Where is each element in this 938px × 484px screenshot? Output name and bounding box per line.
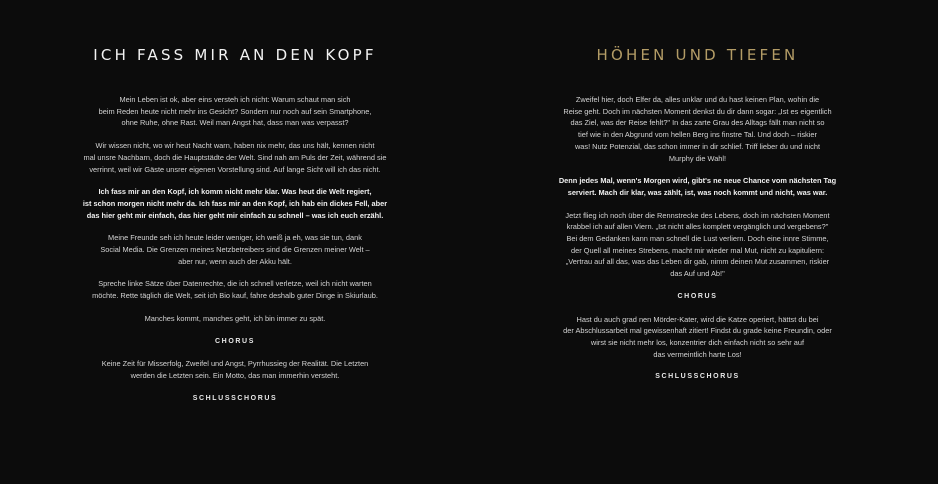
lyric-line: Keine Zeit für Misserfolg, Zweifel und Angst, Pyrrhussieg der Realität. Die Letzten (101, 359, 369, 369)
verse-stanza (60, 94, 410, 129)
lyric-line: „Vertrau auf all das, was das Leben dir gab, nimm deinen Mut zusammen, riskier (565, 257, 830, 267)
lyric-line: werden die Letzten sein. Ein Motto, das man immerhin versteht. (130, 370, 340, 380)
lyric-line: Manches kommt, manches geht, ich bin immer zu spät. (144, 313, 326, 323)
lyric-line: tief wie in den Abgrund vom hellen Berg ins finstre Tal. Und doch – riskier (578, 130, 817, 140)
lyric-line: CHORUS (677, 292, 718, 300)
lyric-line: Ich fass mir an den Kopf, ich komm nicht mehr klar. Was heut die Welt regiert, (98, 187, 372, 197)
verse-stanza (60, 313, 410, 325)
left-song-body (60, 94, 410, 415)
lyric-line: der Abschlussarbeit mal gewissenhaft zitiert! Findst du grade keine Freundin, oder (563, 326, 832, 336)
section-label (60, 336, 410, 348)
lyric-line: serviert. Mach dir klar, was zählt, ist, was noch kommt und nicht, was war. (567, 187, 828, 197)
lyric-line: ist schon morgen nicht mehr da. Ich fass mir an den Kopf, ich hab ein dickes Fell, aber (82, 198, 388, 208)
lyric-line: der Quell all meines Strebens, macht mir wieder mal Mut, nicht zu kapituliern: (570, 245, 825, 255)
lyric-line: CHORUS (215, 337, 255, 345)
verse-stanza (60, 278, 410, 301)
verse-stanza (60, 140, 410, 175)
verse-stanza (535, 314, 860, 361)
lyric-line: das Auf und Ab!" (670, 269, 725, 279)
lyric-line: Murphy die Wahl! (668, 153, 727, 163)
right-song-title: HÖHEN UND TIEFEN (596, 46, 799, 64)
refrain-stanza (60, 186, 410, 221)
lyric-line: Denn jedes Mal, wenn's Morgen wird, gibt's ne neue Chance vom nächsten Tag (558, 176, 837, 186)
verse-stanza (60, 358, 410, 381)
lyric-line: aber nur, wenn auch der Akku hält. (178, 256, 292, 266)
lyric-line: Hast du auch grad nen Mörder-Kater, wird die Katze operiert, hättst du bei (576, 314, 819, 324)
lyric-line: Reise geht. Doch im nächsten Moment denkst du dir dann sogar: „Ist es eigentlich (563, 106, 832, 116)
lyric-line: das hier geht mir einfach, das hier geht mir einfach zu schnell – was ich euch erzähl. (86, 210, 384, 220)
lyric-line: krabbel ich auf allen Viern. „Ist nicht alles komplett vergänglich und vergebens?" (566, 222, 829, 232)
lyric-line: SCHLUSSCHORUS (192, 394, 278, 402)
section-label (60, 393, 410, 405)
lyric-line: SCHLUSSCHORUS (655, 373, 740, 381)
verse-stanza (60, 232, 410, 267)
verse-stanza (535, 94, 860, 164)
lyric-line: Meine Freunde seh ich heute leider weniger, ich weiß ja eh, was sie tun, dank (108, 233, 362, 243)
lyric-line: Bei dem Gedanken kann man schnell die Lust verliern. Doch eine innre Stimme, (566, 234, 829, 244)
lyric-line: Zweifel hier, doch Elfer da, alles unklar und du hast keinen Plan, wohin die (575, 95, 820, 104)
lyric-line: Mein Leben ist ok, aber eins versteh ich nicht: Warum schaut man sich (119, 95, 351, 104)
lyric-line: Jetzt flieg ich noch über die Rennstrecke des Lebens, doch im nächsten Moment (565, 210, 830, 220)
lyric-line: verrinnt, weil wir Gäste unsrer eigenen Vorstellung sind. Auf lange Sicht will ich das nicht. (89, 164, 381, 174)
lyric-line: Social Media. Die Grenzen meines Netzbetreibers sind die Grenzen meiner Welt – (100, 245, 370, 255)
verse-stanza (535, 210, 860, 280)
section-label (535, 371, 860, 383)
lyric-line: möchte. Rette täglich die Welt, seit ich Bio kauf, fahre deshalb guter Dinge in Skiurlaub. (92, 291, 378, 301)
lyric-line: mal unsre Nachbarn, doch die Hauptstädte der Welt. Sind nah am Puls der Zeit, während sie (83, 152, 387, 162)
lyric-line: das vermeintlich harte Los! (653, 349, 742, 359)
lyric-line: das Ziel, was der Reise fehlt?" In das zarte Grau des Alltags fällt man nicht so (570, 118, 825, 128)
refrain-stanza (535, 175, 860, 198)
lyric-line: Wir wissen nicht, wo wir heut Nacht warn, haben nix mehr, das uns hält, kennen nicht (95, 141, 375, 151)
right-song-body (535, 94, 860, 394)
lyric-line: Spreche linke Sätze über Datenrechte, die ich schnell verletze, weil ich nicht warten (98, 279, 372, 289)
lyric-line: ohne Ruhe, ohne Rast. Weil man Angst hat, dass man was verpasst? (121, 118, 349, 128)
lyric-line: was! Nutz Potenzial, das schon immer in dir schlief. Triff lieber du und nicht (574, 141, 821, 151)
lyric-line: wirst sie nicht mehr los, konzentrier dich einfach nicht so sehr auf (590, 337, 805, 347)
section-label (535, 291, 860, 303)
left-song-title: ICH FASS MIR AN DEN KOPF (93, 46, 377, 64)
lyric-line: beim Reden heute nicht mehr ins Gesicht? Sondern nur noch auf sein Smartphone, (98, 106, 372, 116)
